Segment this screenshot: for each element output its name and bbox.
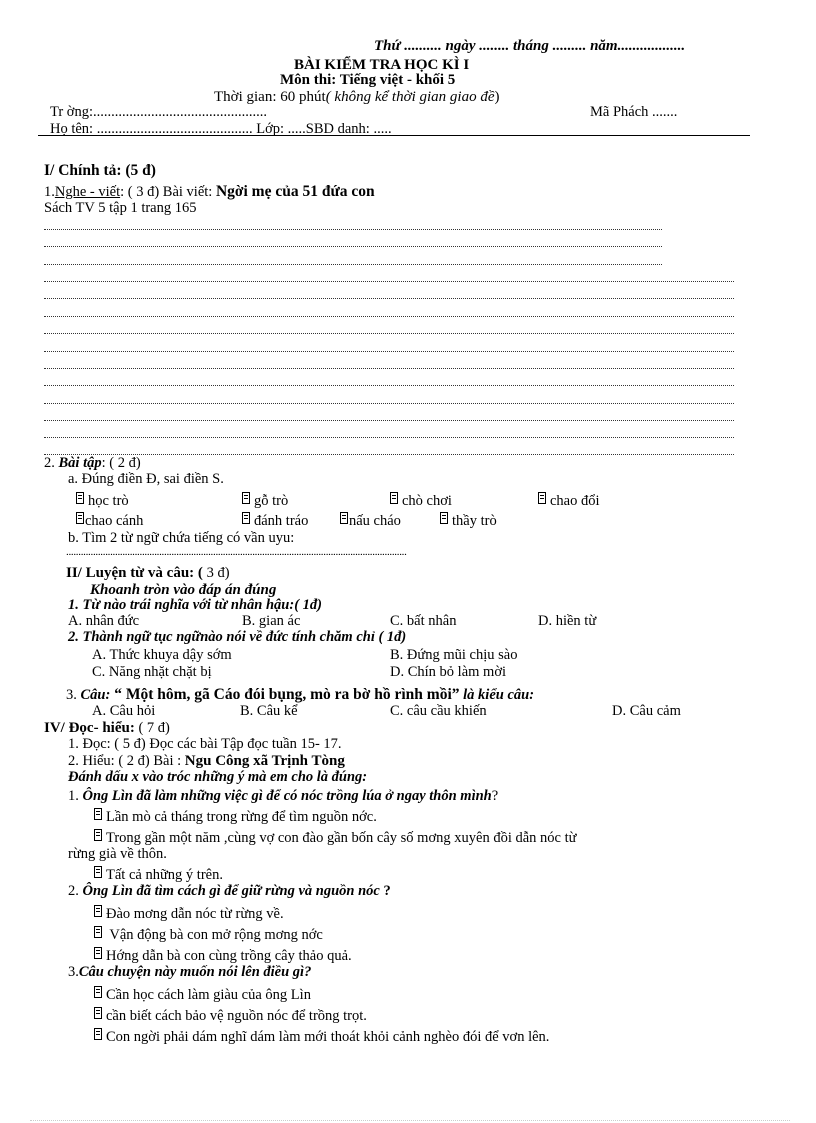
- rq1-prefix: 1.: [68, 788, 83, 804]
- checkbox-icon[interactable]: [94, 926, 102, 938]
- writing-line[interactable]: [44, 333, 734, 334]
- option-label: Vận động bà con mở rộng mơng nớc: [106, 927, 323, 943]
- exercise-rest: : ( 2 đ): [101, 455, 141, 471]
- section2-points: 3 đ): [202, 565, 230, 581]
- section2-title: II/ Luyện từ và câu: (: [66, 565, 203, 581]
- choice-label: chò chơi: [402, 493, 452, 509]
- exercise-heading: [44, 456, 141, 472]
- choice-item[interactable]: [76, 512, 143, 530]
- checkbox-icon[interactable]: [94, 1028, 102, 1040]
- option-label: Trong gần một năm ,cùng vợ con đào gần bốn cây số mơng xuyên đồi dẫn nóc từ: [106, 830, 577, 846]
- rq2-mark: ?: [383, 883, 391, 899]
- source-line: Sách TV 5 tập 1 trang 165: [44, 200, 197, 216]
- check-option[interactable]: [94, 947, 352, 965]
- choice-label: đánh tráo: [254, 513, 309, 529]
- checkbox-icon[interactable]: [94, 829, 102, 841]
- writing-line[interactable]: [44, 351, 734, 352]
- checkbox-icon[interactable]: [94, 905, 102, 917]
- choice-label: nấu cháo: [349, 513, 401, 529]
- exercise-label: Bài tập: [58, 455, 102, 471]
- check-option[interactable]: [94, 808, 377, 826]
- option[interactable]: D. hiền từ: [538, 613, 597, 629]
- writing-line[interactable]: [44, 281, 734, 282]
- page-bottom-border: [30, 1120, 790, 1121]
- question-2: 2. Thành ngữ tục ngữnào nói về đức tính chăm chỉ ( 1đ): [68, 629, 407, 645]
- checkbox-icon[interactable]: [94, 947, 102, 959]
- choice-item[interactable]: [242, 492, 288, 510]
- writing-line[interactable]: [44, 264, 662, 265]
- option[interactable]: C. câu cầu khiến: [390, 703, 487, 719]
- exercise-part-b: b. Tìm 2 từ ngữ chứa tiếng có vần uyu:: [68, 530, 295, 546]
- checkbox-icon[interactable]: [242, 512, 250, 524]
- writing-line[interactable]: [44, 454, 734, 455]
- option[interactable]: D. Câu cảm: [612, 703, 681, 719]
- checkbox-icon[interactable]: [538, 492, 546, 504]
- writing-line[interactable]: [44, 403, 734, 404]
- checkbox-icon[interactable]: [242, 492, 250, 504]
- date-line: Thứ .......... ngày ........ tháng ......... năm..................: [374, 38, 686, 54]
- q3-rest: là kiểu câu:: [459, 687, 535, 703]
- item-label: Nghe - viết: [54, 184, 121, 200]
- option-label: Lần mò cả tháng trong rừng để tìm nguồn nớc.: [106, 809, 377, 825]
- check-option[interactable]: [94, 905, 284, 923]
- q3-prefix: 3.: [66, 687, 81, 703]
- option[interactable]: C. Năng nhặt chặt bị: [92, 664, 212, 680]
- check-option[interactable]: [94, 926, 323, 944]
- header-divider: [38, 135, 750, 136]
- choice-item[interactable]: [440, 512, 497, 530]
- option[interactable]: A. Thức khuya dậy sớm: [92, 647, 232, 663]
- item-prefix: 1.: [44, 184, 55, 200]
- choice-item[interactable]: [76, 492, 129, 510]
- check-option[interactable]: [94, 986, 311, 1004]
- check-option[interactable]: [94, 866, 223, 884]
- rq1-mark: ?: [491, 788, 499, 804]
- exercise-prefix: 2.: [44, 455, 59, 471]
- rq2-prefix: 2.: [68, 883, 83, 899]
- rq2-text: Ông Lìn đã tìm cách gì để giữ rừng và nguồn nóc: [82, 883, 384, 899]
- checkbox-icon[interactable]: [76, 512, 84, 524]
- school-field[interactable]: Tr ờng:................................................: [50, 104, 267, 120]
- item-rest: : ( 3 đ) Bài viết:: [120, 184, 216, 200]
- rq3-text: Câu chuyện này muốn nói lên điều gì?: [78, 964, 312, 980]
- student-field[interactable]: Họ tên: ........................................... Lớp: .....SBD danh: .....: [50, 121, 392, 137]
- section2-heading: [66, 565, 230, 582]
- option-label: cần biết cách bảo vệ nguồn nóc để trồng trọt.: [106, 1008, 367, 1024]
- option-label: Con ngời phải dám nghĩ dám làm mới thoát khỏi cảnh nghèo đói để vơn lên.: [106, 1029, 550, 1045]
- code-field[interactable]: Mã Phách .......: [590, 104, 678, 120]
- option-label: Hớng dẫn bà con cùng trồng cây thảo quả.: [106, 948, 352, 964]
- choice-label: học trò: [88, 493, 129, 509]
- choice-item[interactable]: [390, 492, 452, 510]
- checkbox-icon[interactable]: [390, 492, 398, 504]
- choice-item[interactable]: [242, 512, 308, 530]
- option[interactable]: D. Chín bỏ làm mời: [390, 664, 507, 680]
- question-3: [66, 686, 534, 704]
- writing-line[interactable]: [44, 316, 734, 317]
- time-close: ): [494, 89, 500, 105]
- writing-line[interactable]: [44, 420, 734, 421]
- item2-title: Ngu Công xã Trịnh Tòng: [184, 753, 345, 769]
- section4-instruction: Đánh dấu x vào tróc những ý mà em cho là đúng:: [68, 769, 368, 785]
- writing-line[interactable]: [44, 246, 662, 247]
- exam-title: BÀI KIỂM TRA HỌC KÌ I: [294, 57, 470, 73]
- choice-label: gỗ trò: [254, 493, 289, 509]
- reading-question-2: [68, 884, 391, 900]
- rq1-text: Ông Lìn đã làm những việc gì để có nóc trồng lúa ở ngay thôn mình: [82, 788, 492, 804]
- section4-item2: [68, 753, 345, 770]
- option[interactable]: C. bất nhân: [390, 613, 457, 629]
- checkbox-icon[interactable]: [94, 808, 102, 820]
- option[interactable]: B. Đứng mũi chịu sào: [390, 647, 518, 663]
- answer-line[interactable]: ...........................................................................................................................................: [66, 546, 407, 558]
- section4-points: ( 7 đ): [134, 720, 170, 736]
- writing-line[interactable]: [44, 368, 734, 369]
- writing-line[interactable]: [44, 385, 734, 386]
- time-prefix: Thời gian: 60 phút: [214, 89, 326, 105]
- section4-title: IV/ Đọc- hiểu:: [44, 720, 135, 736]
- time-note: ( không kể thời gian giao đề: [325, 89, 495, 105]
- item-title: Ngời mẹ của 51 đứa con: [215, 183, 375, 200]
- writing-line[interactable]: [44, 298, 734, 299]
- checkbox-icon[interactable]: [76, 492, 84, 504]
- section1-item: [44, 183, 375, 201]
- choice-item[interactable]: [340, 512, 401, 530]
- writing-line[interactable]: [44, 229, 662, 230]
- choice-label: chao cánh: [85, 513, 144, 529]
- option-label: Đào mơng dẫn nóc từ rừng về.: [106, 906, 284, 922]
- section2-instruction: Khoanh tròn vào đáp án đúng: [90, 582, 277, 598]
- checkbox-icon[interactable]: [340, 512, 348, 524]
- option-continuation: rừng già về thôn.: [68, 846, 167, 862]
- check-option[interactable]: [94, 1028, 549, 1046]
- q3-quote: “ Một hôm, gã Cáo đói bụng, mò ra bờ hồ rình mồi”: [110, 686, 460, 703]
- rq3-prefix: 3.: [68, 964, 79, 980]
- section4-item1: 1. Đọc: ( 5 đ) Đọc các bài Tập đọc tuần 15- 17.: [68, 736, 342, 752]
- option[interactable]: B. gian ác: [242, 613, 301, 629]
- checkbox-icon[interactable]: [94, 866, 102, 878]
- option-label: Cần học cách làm giàu của ông Lìn: [106, 987, 311, 1003]
- checkbox-icon[interactable]: [440, 512, 448, 524]
- writing-line[interactable]: [44, 437, 734, 438]
- option[interactable]: B. Câu kể: [240, 703, 298, 719]
- option[interactable]: A. Câu hỏi: [92, 703, 156, 719]
- exercise-part-a: a. Đúng điền Đ, sai điền S.: [68, 471, 224, 487]
- exam-subject: Môn thi: Tiếng việt - khối 5: [280, 72, 456, 88]
- choice-item[interactable]: [538, 492, 600, 510]
- check-option[interactable]: [94, 829, 576, 847]
- q3-label: Câu:: [80, 687, 111, 703]
- choice-label: chao đổi: [550, 493, 600, 509]
- checkbox-icon[interactable]: [94, 986, 102, 998]
- item2-prefix: 2. Hiểu: ( 2 đ) Bài :: [68, 753, 185, 769]
- option-label: Tất cả những ý trên.: [106, 867, 223, 883]
- reading-question-1: [68, 789, 498, 805]
- reading-question-3: [68, 965, 311, 981]
- option[interactable]: A. nhân đức: [68, 613, 140, 629]
- choice-label: thầy trò: [452, 513, 497, 529]
- question-1: 1. Từ nào trái nghĩa với từ nhân hậu:( 1đ): [68, 597, 322, 613]
- section4-heading: [44, 720, 170, 737]
- checkbox-icon[interactable]: [94, 1007, 102, 1019]
- check-option[interactable]: [94, 1007, 367, 1025]
- section1-heading: I/ Chính tả: (5 đ): [44, 162, 156, 179]
